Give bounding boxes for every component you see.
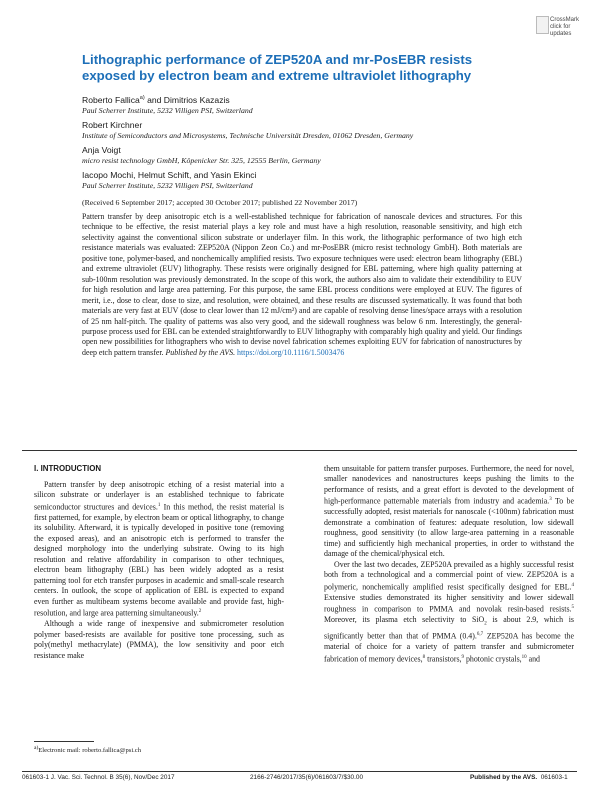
publisher-note: Published by the AVS.: [165, 347, 236, 357]
author-name: Roberto Fallica: [82, 94, 140, 105]
abstract-body: Pattern transfer by deep anisotropic etch is a well-established technique for fabrication of nanoscale devices and structures. For this technique to be effective, the resist material plays a key role and must have a high resolution, reasonable sensitivity, and high etch selectivity against the conventional silicon substrate or underlayer film. In this work, the lithographic performance of two high etch resistance materials was evaluated: ZEP520A (Nippon Zeon Co.) and mr-PosEBR (micro resist technology GmbH). Both materials are positive tone, polymer-based, and nonchemically amplified resists. Two exposure techniques were used: electron beam lithography (EBL) and extreme ultraviolet (EUV) lithography. These resists were originally designed for EBL patterning, where high quality patterning at sub-100nm resolution was previously demonstrated. In the scope of this work, the authors also aim to validate their extendibility to EUV for high resolution and large area patterning. For this purpose, the same EBL process conditions were employed at EUV. The figures of merit, i.e., dose to clear, dose to size, and resolution, were obtained, and these results are discussed systematically. It was found that both materials are very fast at EUV (dose to clear lower than 12 mJ/cm²) and are capable of resolving dense lines/space arrays with a resolution of 25 nm half-pitch. The quality of patterns was also very good, and the sidewall roughness was below 6 nm. Interestingly, the general-purpose process used for EBL can be extended straightforwardly to EUV lithography with comparably high quality and yield. Our findings open new possibilities for lithographers who wish to devise novel fabrication schemes exploiting EUV for fabrication of nanostructures by deep etch pattern transfer.: [82, 212, 522, 357]
paragraph: Pattern transfer by deep anisotropic etching of a resist material into a silicon substrate or underlayer is an established technique to fabricate semiconductor structures and devices.$^1$ In this method, the resist material is first patterned, for example, by electron beam or optical lithography, to change its solubility. Afterward, it is typically developed in positive tone (removing the exposed areas), and an anisotropic etch is performed to transfer the designed morphology into the underlying substrate. Owing to its high resolution and relative affordability in comparison to other techniques, electron beam lithography (EBL) has been widely adopted as a resist patterning tool for etch transfer purposes in academic and small-scale research centers. In outlook, the scope of application of EBL is expected to expand even further as multibeam systems become available and provide fast, high-resolution, and large area patterning simultaneously.$^2$: [34, 480, 284, 618]
author-name: Iacopo Mochi, Helmut Schift, and Yasin Ekinci: [82, 169, 257, 180]
citation-link[interactable]: 1: [157, 502, 161, 508]
paragraph: Although a wide range of inexpensive and submicrometer resolution polymer based-resists are available for positive tone processing, such as poly(methyl methacrylate) (PMMA), the low sensitivity and poor etch resistance make: [34, 619, 284, 660]
right-column: [324, 464, 574, 665]
abstract-divider: [22, 450, 577, 451]
affiliation: Paul Scherrer Institute, 5232 Villigen PSI, Switzerland: [82, 105, 253, 115]
footer-divider: [22, 771, 577, 772]
paper-title: Lithographic performance of ZEP520A and mr-PosEBR resists exposed by electron beam and extreme ultraviolet lithography: [82, 52, 473, 83]
section-heading: I. INTRODUCTION: [34, 464, 102, 473]
affiliation: Paul Scherrer Institute, 5232 Villigen PSI, Switzerland: [82, 180, 253, 190]
footer-issn: 2166-2746/2017/35(6)/061603/7/$30.00: [250, 774, 364, 781]
author-name: Robert Kirchner: [82, 119, 143, 130]
author-name: Anja Voigt: [82, 144, 121, 155]
footer-journal: 061603-1 J. Vac. Sci. Technol. B 35(6), Nov/Dec 2017: [22, 774, 175, 781]
citation-link[interactable]: 5: [571, 605, 574, 611]
footnote-divider: [34, 741, 94, 742]
affiliation: micro resist technology GmbH, Köpenicker Str. 325, 12555 Berlin, Germany: [82, 155, 321, 165]
doi-link[interactable]: https://doi.org/10.1116/1.5003476: [237, 347, 345, 357]
citation-link[interactable]: 6,7: [476, 632, 484, 638]
citation-link[interactable]: 8: [422, 654, 426, 660]
email-address[interactable]: Electronic mail: roberto.fallica@psi.ch: [38, 747, 142, 755]
author-block: [82, 145, 522, 166]
crossmark-icon: [536, 16, 549, 34]
paragraph: them unsuitable for pattern transfer purposes. Furthermore, the need for novel, smaller nanodevices and nanostructures keeps pushing the limits to the performance of resists, and a great effort is devoted to the development of high-performance patternable materials from industry and academia.$^3$ To be successfully adopted, resist materials for nanoscale (<100nm) fabrication must demonstrate a combination of features: adequate resolution, low sidewall roughness, good sensitivity (to allow large-area patterning in a reasonable time) and sufficiently high mechanical properties, in order to withstand the damage of the chemical/physical etch.: [324, 464, 575, 559]
author-name-continued: and Dimitrios Kazazis: [144, 94, 230, 105]
author-block: [82, 120, 522, 141]
received-dates: (Received 6 September 2017; accepted 30 October 2017; published 22 November 2017): [82, 198, 358, 207]
footer-publisher: Published by the AVS.: [470, 774, 538, 781]
author-block: [82, 170, 522, 191]
footnote: $^{a)}$Electronic mail: roberto.fallica@psi.ch: [34, 745, 142, 755]
crossmark-label: CrossMark: [550, 17, 580, 23]
citation-link[interactable]: 3: [549, 497, 552, 503]
author-footnote-mark[interactable]: a): [139, 95, 145, 101]
affiliation: Institute of Semiconductors and Microsystems, Technische Universität Dresden, 01062 Dresden, Germany: [82, 130, 414, 140]
citation-link[interactable]: 9: [461, 654, 464, 660]
citation-link[interactable]: 10: [521, 654, 527, 660]
left-column: [34, 464, 284, 661]
crossmark-sublabel: click for updates: [550, 24, 572, 37]
footer-page-number: 061603-1: [540, 774, 568, 781]
author-block: [82, 93, 522, 116]
paragraph: Over the last two decades, ZEP520A prevailed as a highly successful resist both from a technological and a commercial point of view. ZEP520A is a polymeric, nonchemically amplified resist specifically designed for EBL.$^4$ Extensive studies demonstrated its higher sensitivity and lower sidewall roughness in comparison to PMMA and novolak resin-based resists.$^5$ Moreover, its plasma etch selectivity to SiO$_2$ is about 2.9, which is significantly better than that of PMMA (0.4).$^{6,7}$ ZEP520A has become the material of choice for a variety of pattern transfer and submicrometer fabrication of memory devices,$^8$ transistors,$^9$ photonic crystals,$^{10}$ and: [324, 559, 574, 664]
abstract: [82, 212, 522, 358]
author-list: [82, 93, 522, 195]
citation-link[interactable]: 2: [198, 609, 202, 615]
crossmark-logo[interactable]: [536, 14, 582, 38]
citation-link[interactable]: 4: [571, 582, 574, 588]
